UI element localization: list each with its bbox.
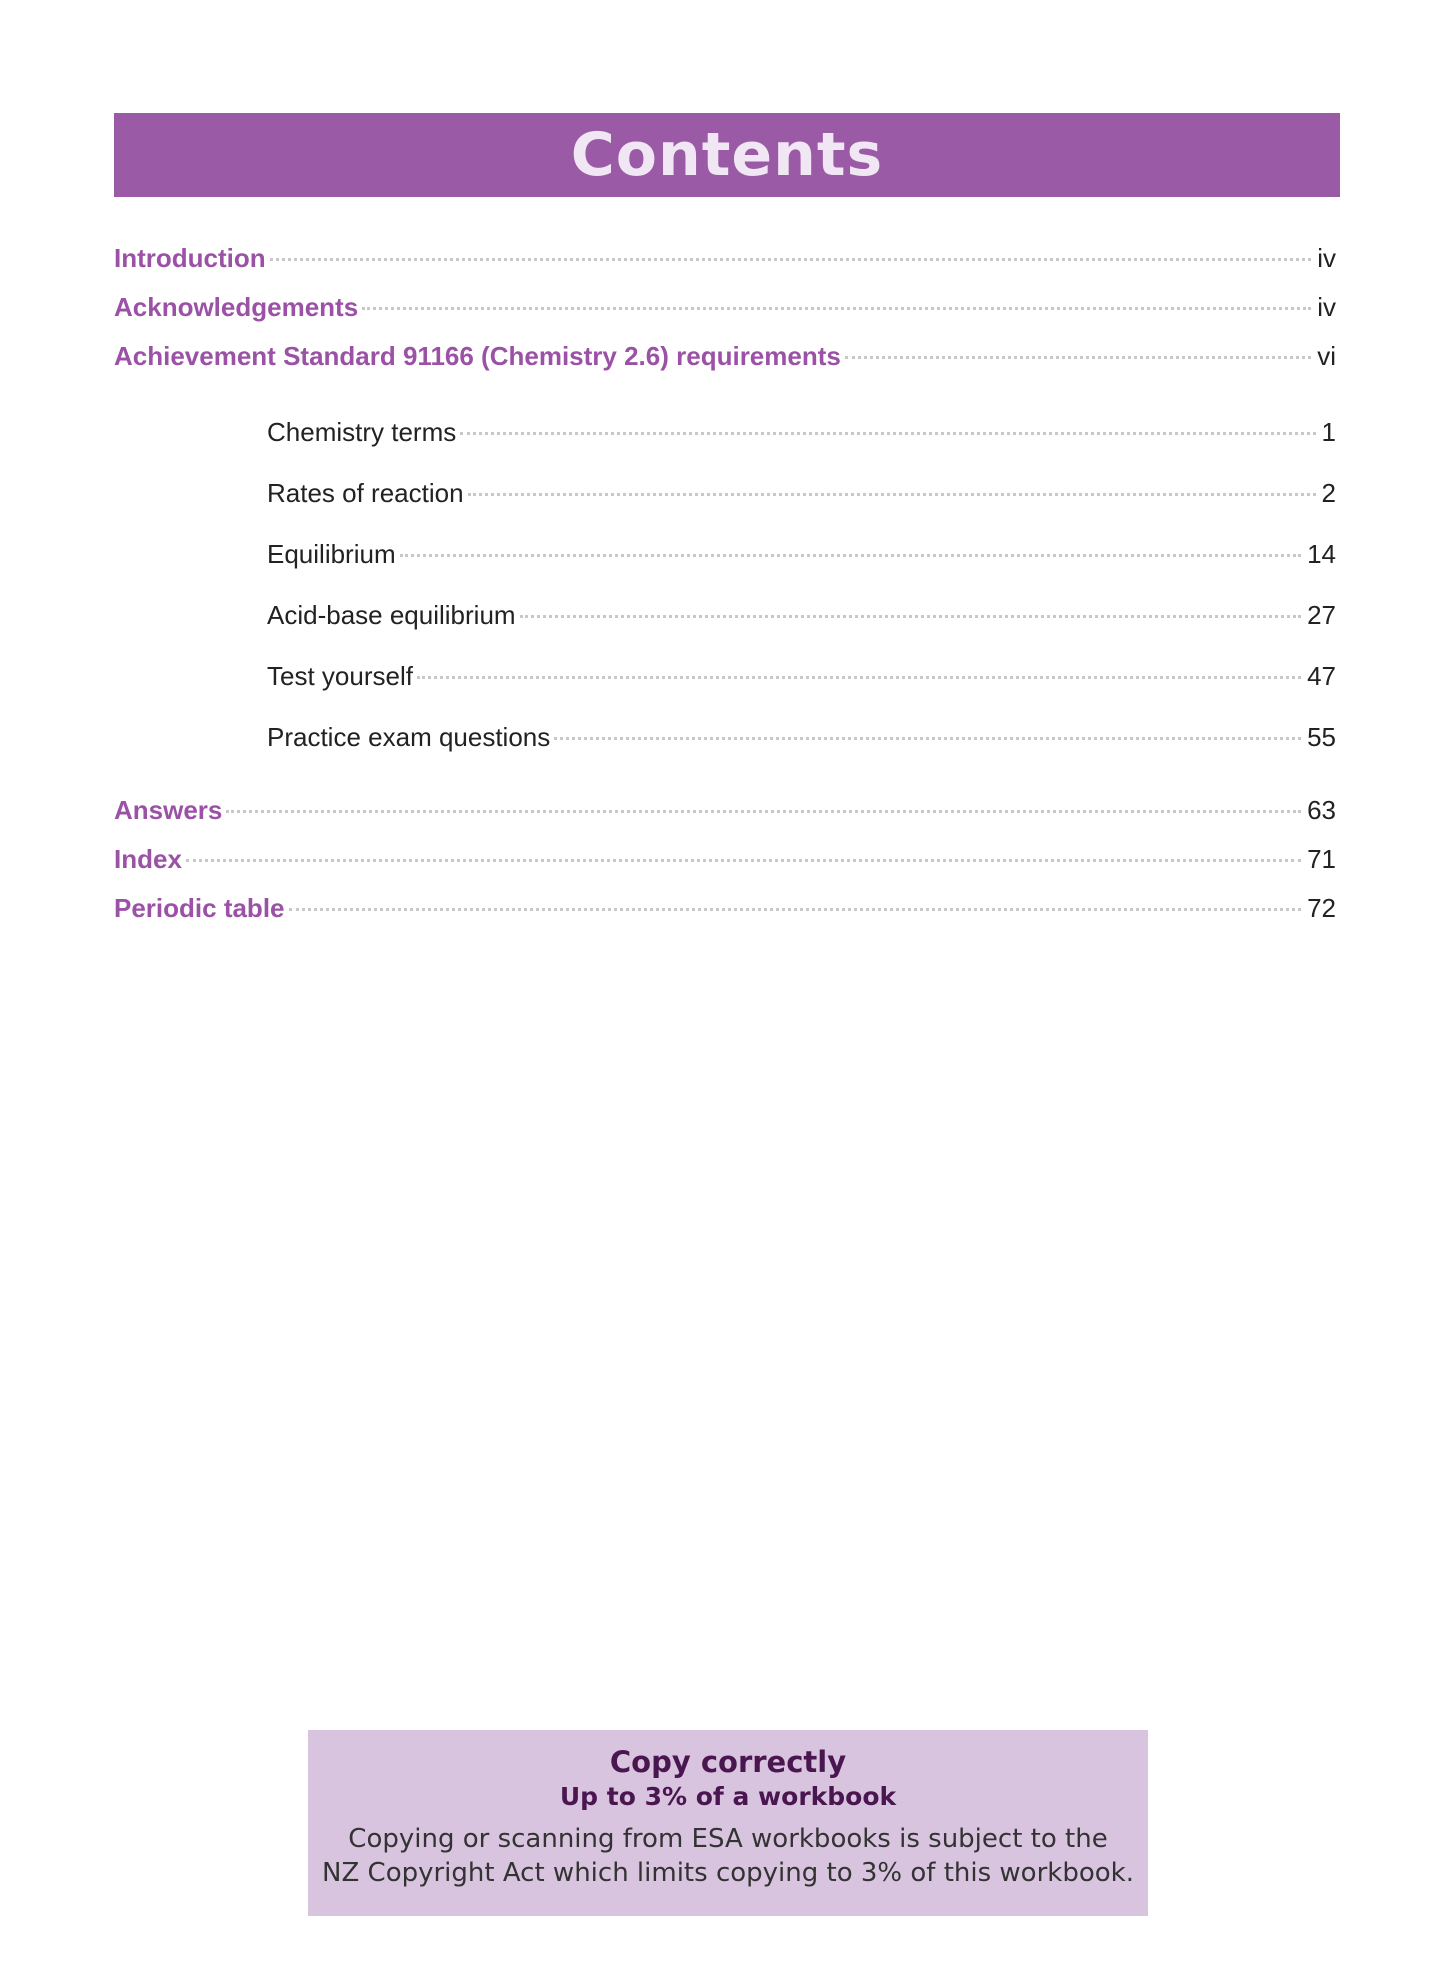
toc-entry-page: 47	[1307, 661, 1336, 691]
page-title: Contents	[570, 120, 884, 190]
notice-line: NZ Copyright Act which limits copying to 3% of this workbook.	[322, 1858, 1134, 1888]
toc-entry-page: iv	[1317, 243, 1336, 273]
dot-leader	[289, 907, 1302, 911]
dot-leader	[845, 355, 1311, 359]
notice-subtitle: Up to 3% of a workbook	[559, 1782, 897, 1811]
toc-entry-page: iv	[1317, 292, 1336, 322]
toc-entry-page: 14	[1307, 539, 1336, 569]
dot-leader	[460, 431, 1315, 435]
notice-title: Copy correctly	[609, 1745, 847, 1779]
toc-entry-page: vi	[1317, 341, 1336, 371]
toc-entry-page: 71	[1307, 844, 1336, 874]
toc-entry-label: Introduction	[114, 243, 266, 273]
toc-entry-achievement-standard[interactable]	[114, 340, 1336, 372]
copy-correctly-notice	[308, 1730, 1148, 1916]
toc-entry-acknowledgements[interactable]	[114, 291, 1336, 323]
toc-entry-page: 1	[1321, 417, 1336, 447]
dot-leader	[226, 809, 1301, 813]
toc-entry-page: 55	[1307, 722, 1336, 752]
toc-entry-label: Equilibrium	[267, 539, 396, 569]
toc-entry-label: Periodic table	[114, 893, 285, 923]
toc-entry-label: Answers	[114, 795, 223, 825]
toc-chapter-equilibrium[interactable]	[267, 538, 1336, 570]
contents-banner	[114, 113, 1340, 197]
toc-entry-page: 72	[1307, 893, 1336, 923]
notice-line: Copying or scanning from ESA workbooks is subject to the	[348, 1824, 1108, 1854]
toc-entry-page: 2	[1321, 478, 1336, 508]
toc-entry-label: Test yourself	[267, 661, 413, 691]
dot-leader	[362, 306, 1311, 310]
notice-body	[308, 1822, 1148, 1890]
toc-entry-label: Rates of reaction	[267, 478, 464, 508]
toc-entry-label: Index	[114, 844, 182, 874]
toc-chapter-practice-exam-questions[interactable]	[267, 721, 1336, 753]
toc-entry-periodic-table[interactable]	[114, 892, 1336, 924]
dot-leader	[520, 614, 1302, 618]
toc-chapter-chemistry-terms[interactable]	[267, 416, 1336, 448]
dot-leader	[400, 553, 1301, 557]
dot-leader	[468, 492, 1316, 496]
toc-entry-label: Chemistry terms	[267, 417, 457, 447]
toc-entry-label: Achievement Standard 91166 (Chemistry 2.6) requirements	[114, 341, 841, 371]
toc-entry-label: Acknowledgements	[114, 292, 359, 322]
dot-leader	[186, 858, 1301, 862]
toc-entry-introduction[interactable]	[114, 242, 1336, 274]
toc-entry-page: 63	[1307, 795, 1336, 825]
dot-leader	[417, 675, 1301, 679]
toc-entry-label: Practice exam questions	[267, 722, 551, 752]
toc-entry-index[interactable]	[114, 843, 1336, 875]
dot-leader	[554, 736, 1301, 740]
toc-chapter-acid-base-equilibrium[interactable]	[267, 599, 1336, 631]
toc-entry-page: 27	[1307, 600, 1336, 630]
toc-chapter-test-yourself[interactable]	[267, 660, 1336, 692]
toc-chapter-rates-of-reaction[interactable]	[267, 477, 1336, 509]
dot-leader	[270, 257, 1312, 261]
toc-entry-answers[interactable]	[114, 794, 1336, 826]
toc-entry-label: Acid-base equilibrium	[267, 600, 516, 630]
